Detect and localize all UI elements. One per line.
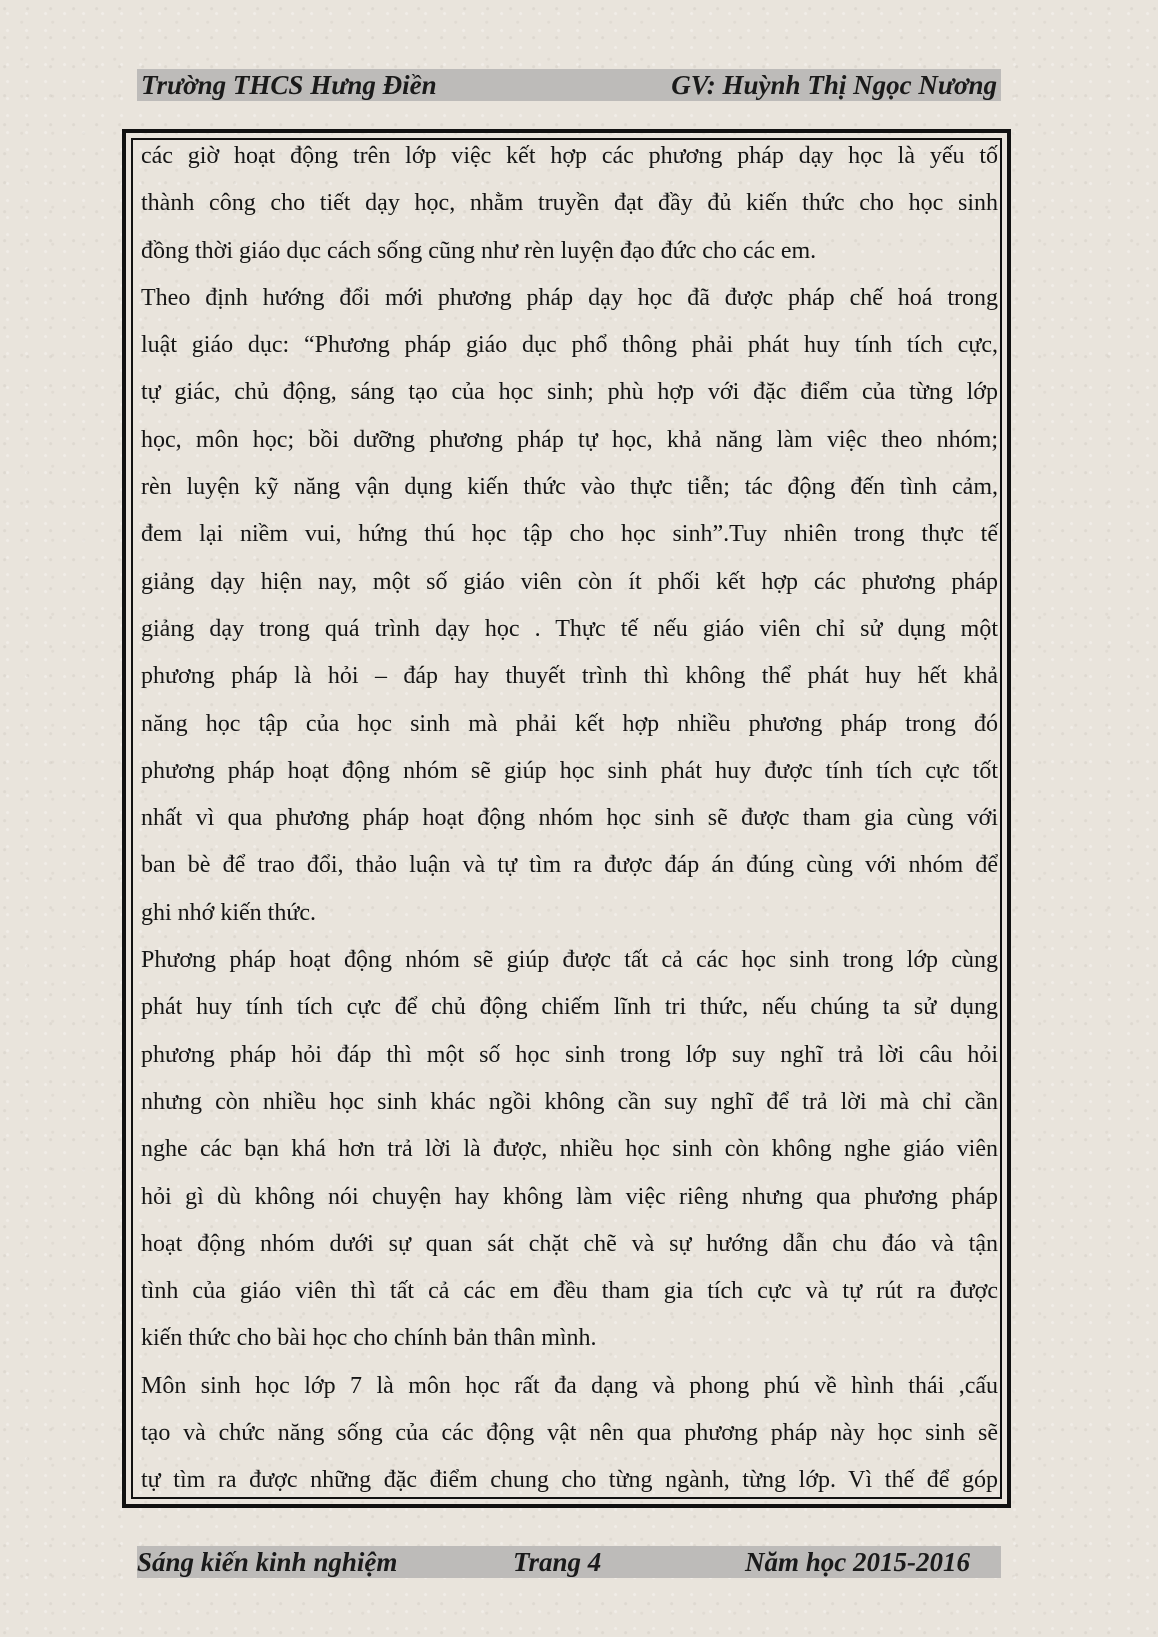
body-line: kiến thức cho bài học cho chính bản thân mình. <box>141 1325 597 1352</box>
body-line: nhưng còn nhiều học sinh khác ngồi không cần suy nghĩ để trả lời mà chỉ cần <box>141 1088 998 1115</box>
body-line: ban bè để trao đổi, thảo luận và tự tìm ra được đáp án đúng cùng với nhóm để <box>141 852 998 879</box>
body-line: tự tìm ra được những đặc điểm chung cho từng ngành, từng lớp. Vì thế để góp <box>141 1467 998 1494</box>
body-line: phát huy tính tích cực để chủ động chiếm lĩnh tri thức, nếu chúng ta sử dụng <box>141 994 998 1021</box>
body-line: Môn sinh học lớp 7 là môn học rất đa dạng và phong phú về hình thái ,cấu <box>141 1372 998 1399</box>
body-line: phương pháp hoạt động nhóm sẽ giúp học sinh phát huy được tính tích cực tốt <box>141 757 998 784</box>
footer-page-number: Trang 4 <box>513 1547 602 1577</box>
body-line: phương pháp là hỏi – đáp hay thuyết trình thì không thể phát huy hết khả <box>141 663 998 690</box>
body-line: đồng thời giáo dục cách sống cũng như rèn luyện đạo đức cho các em. <box>141 237 817 264</box>
body-line: học, môn học; bồi dưỡng phương pháp tự học, khả năng làm việc theo nhóm; <box>141 426 998 453</box>
page-header <box>137 69 1001 101</box>
body-line: ghi nhớ kiến thức. <box>141 899 317 926</box>
body-line: Phương pháp hoạt động nhóm sẽ giúp được tất cả các học sinh trong lớp cùng <box>141 947 998 974</box>
body-line: thành công cho tiết dạy học, nhằm truyền đạt đầy đủ kiến thức cho học sinh <box>141 190 998 217</box>
body-line: tự giác, chủ động, sáng tạo của học sinh; phù hợp với đặc điểm của từng lớp <box>141 379 998 406</box>
body-line: giảng dạy trong quá trình dạy học . Thực tế nếu giáo viên chỉ sử dụng một <box>141 615 998 642</box>
body-line: rèn luyện kỹ năng vận dụng kiến thức vào thực tiễn; tác động đến tình cảm, <box>141 474 998 501</box>
body-line: tạo và chức năng sống của các động vật nên qua phương pháp này học sinh sẽ <box>141 1420 998 1447</box>
teacher-name: GV: Huỳnh Thị Ngọc Nương <box>671 69 997 100</box>
body-line: đem lại niềm vui, hứng thú học tập cho học sinh”.Tuy nhiên trong thực tế <box>141 521 998 548</box>
footer-school-year: Năm học 2015-2016 <box>745 1547 970 1577</box>
body-line: Theo định hướng đổi mới phương pháp dạy học đã được pháp chế hoá trong <box>141 284 998 311</box>
body-line: các giờ hoạt động trên lớp việc kết hợp các phương pháp dạy học là yếu tố <box>141 143 998 169</box>
body-line: luật giáo dục: “Phương pháp giáo dục phổ thông phải phát huy tính tích cực, <box>141 332 998 359</box>
body-line: hoạt động nhóm dưới sự quan sát chặt chẽ và sự hướng dẫn chu đáo và tận <box>141 1230 998 1257</box>
school-name: Trường THCS Hưng Điền <box>141 69 437 100</box>
page-footer <box>137 1546 1001 1578</box>
body-line: năng học tập của học sinh mà phải kết hợp nhiều phương pháp trong đó <box>141 710 998 737</box>
body-line: nghe các bạn khá hơn trả lời là được, nhiều học sinh còn không nghe giáo viên <box>141 1136 998 1163</box>
body-line: nhất vì qua phương pháp hoạt động nhóm học sinh sẽ được tham gia cùng với <box>141 805 998 832</box>
footer-title: Sáng kiến kinh nghiệm <box>137 1547 398 1577</box>
body-text <box>141 133 998 1505</box>
body-line: giảng dạy hiện nay, một số giáo viên còn ít phối kết hợp các phương pháp <box>141 568 998 595</box>
body-line: tình của giáo viên thì tất cả các em đều tham gia tích cực và tự rút ra được <box>141 1278 998 1305</box>
body-line: phương pháp hỏi đáp thì một số học sinh trong lớp suy nghĩ trả lời câu hỏi <box>141 1041 998 1068</box>
body-line: hỏi gì dù không nói chuyện hay không làm việc riêng nhưng qua phương pháp <box>141 1183 998 1210</box>
